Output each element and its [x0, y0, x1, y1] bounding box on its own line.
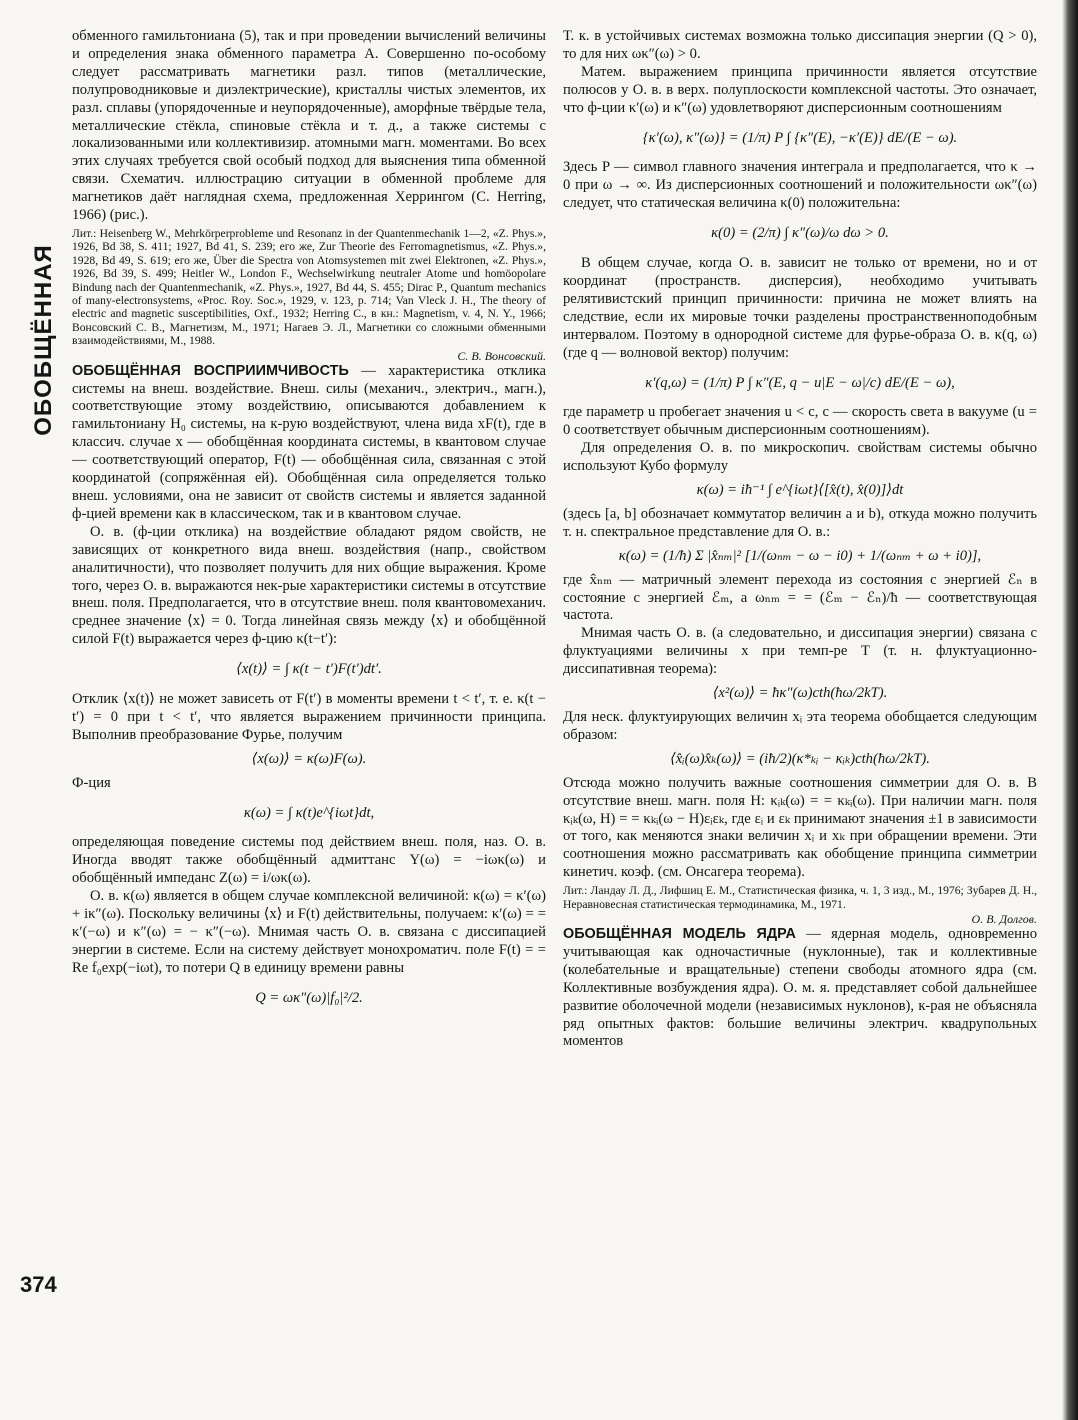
- formula: κ(ω) = iħ⁻¹ ∫ e^{iωt}⟨[x̂(t), x̂(0)]⟩dt: [696, 482, 904, 499]
- paragraph: Для неск. флуктуирующих величин xᵢ эта теорема обобщается следующим образом:: [563, 709, 1037, 743]
- entry-definition: — характеристика отклика системы на внеш. воздействие. Внеш. силы (механич., электрич., магн.), соответствующие этому воздействию, описываются добавлением к гамильтониану H₀ системы, на к-рую воздействуют, члена вида xF(t), где в классич. случае x — обобщённая координата системы, в квантовом случае — соответствующий оператор, F(t) — обобщённая сила, связанная с этой координатой (сопряжённая ей). Обобщённая сила определяется только внеш. условиями, она не зависит от свойств системы и является заданной ф-цией времени как в классическом, так и в квантовом случае.: [72, 362, 546, 522]
- author-signature: О. В. Долгов.: [971, 911, 1037, 926]
- paragraph: Ф-ция: [72, 774, 111, 791]
- right-column: [563, 28, 1037, 1316]
- bibliography: Лит.: Ландау Л. Д., Лифшиц Е. М., Статистическая физика, ч. 1, 3 изд., М., 1976; Зубарев Д. Н., Неравновесная статистическая термодинамика, М., 1971.: [563, 884, 1037, 911]
- paragraph: определяющая поведение системы под действием внеш. поля, наз. О. в. Иногда вводят также обобщённый адмиттанс Y(ω) = −iωκ(ω) и обобщённый импеданс Z(ω) = i/ωκ(ω).: [72, 834, 546, 887]
- entry-title: ОБОБЩЁННАЯ МОДЕЛЬ ЯДРА: [563, 925, 796, 942]
- paragraph: (здесь [a, b] обозначает коммутатор величин a и b), откуда можно получить т. н. спектральное представление для О. в.:: [563, 505, 1037, 540]
- formula: ⟨x̂ᵢ(ω)x̂ₖ(ω)⟩ = (iħ/2)(κ*ₖᵢ − κᵢₖ)cth(ħω/2kT).: [670, 750, 930, 767]
- entry-start: [563, 926, 1037, 1051]
- formula: ⟨x(t)⟩ = ∫ κ(t − t′)F(t′)dt′.: [236, 661, 382, 678]
- entry-title: ОБОБЩЁННАЯ ВОСПРИИМЧИВОСТЬ: [72, 362, 349, 379]
- paragraph: Отсюда можно получить важные соотношения симметрии для О. в. В отсутствие внеш. магн. поля H: κᵢₖ(ω) = = κₖᵢ(ω). При наличии магн. поля κᵢₖ(ω, H) = = κₖᵢ(ω − H)εᵢεₖ, где εᵢ и εₖ принимают значения ±1 в зависимости от того, как меняются знаки величин xᵢ и xₖ при обращении времени. Эти соотношения можно рассматривать как обобщение принципа симметрии кинетич. коэф. (см. Онсагера теорема).: [563, 774, 1037, 881]
- formula: {κ′(ω), κ″(ω)} = (1/π) P ∫ {κ″(E), −κ′(E)} dE/(E − ω).: [642, 129, 958, 146]
- paragraph: Мнимая часть О. в. (а следовательно, и диссипация энергии) связана с флуктуациями величины x при темп-ре T (т. н. флуктуационно-диссипативная теорема):: [563, 625, 1037, 678]
- paragraph: Матем. выражением принципа причинности является отсутствие полюсов у О. в. в верх. полуплоскости комплексной частоты. Это означает, что ф-ции κ′(ω) и κ″(ω) удовлетворяют дисперсионным соотношениям: [563, 63, 1037, 116]
- paragraph: О. в. (ф-ции отклика) на воздействие обладают рядом свойств, не зависящих от конкретного вида внеш. воздействия (напр., свойством аналитичности), что позволяет получить для них общие выражения. Кроме того, через О. в. выражаются нек-рые характеристики системы в отсутствие внеш. поля. Предполагается, что в отсутствие внеш. поля квантовомеханич. среднее значение ⟨x⟩ = 0. Тогда линейная связь между ⟨x⟩ и обобщённой силой F(t) выражается через ф-цию κ(t−t′):: [72, 523, 546, 648]
- paragraph: где параметр u пробегает значения u < c, c — скорость света в вакууме (u = 0 соответствует обычным дисперсионным соотношениям).: [563, 404, 1037, 439]
- entry-start: [72, 363, 546, 524]
- paragraph: Отклик ⟨x(t)⟩ не может зависеть от F(t′) в моменты времени t < t′, т. е. κ(t − t′) = 0 при t < t′, что является выражением причинности принципа. Выполнив преобразование Фурье, получим: [72, 691, 546, 743]
- author-signature: С. В. Вонсовский.: [457, 348, 546, 363]
- paragraph: где x̂ₙₘ — матричный элемент перехода из состояния с энергией ℰₙ в состояние с энергией ℰₘ, а ωₙₘ = = (ℰₘ − ℰₙ)/ħ — соответствующая частота.: [563, 571, 1037, 624]
- paragraph: Т. к. в устойчивых системах возможна только диссипация энергии (Q > 0), то для них ωκ″(ω) > 0.: [563, 28, 1037, 62]
- scan-edge: [1062, 0, 1078, 1420]
- formula: κ(ω) = (1/ħ) Σ |x̂ₙₘ|² [1/(ωₙₘ − ω − i0) + 1/(ωₙₘ + ω + i0)],: [618, 547, 982, 564]
- running-head: [24, 230, 64, 450]
- paragraph: В общем случае, когда О. в. зависит не только от времени, но и от координат (пространств. дисперсия), необходимо учитывать релятивистский принцип причинности: причина не может влиять на следствие, если их мировые точки разделены пространственноподобным интервалом. Поэтому в однородной системе для фурье-образа О. в. κ(q, ω) (где q — волновой вектор) получим:: [563, 255, 1037, 361]
- entry-definition: — ядерная модель, одновременно учитывающая как одночастичные (нуклонные), так и коллективные (колебательные и вращательные) степени свободы атомного ядра (см. Коллективные возбуждения ядра). О. м. я. представляет собой дальнейшее развитие оболочечной модели (независимых нуклонов), к-рая не объясняла ряд опытных фактов: большие величины электрич. квадрупольных моментов: [563, 925, 1037, 1050]
- running-head-text: ОБОБЩЁННАЯ: [30, 244, 57, 436]
- formula: κ′(q,ω) = (1/π) P ∫ κ″(E, q − u|E − ω|/c) dE/(E − ω),: [645, 374, 955, 391]
- paragraph: О. в. κ(ω) является в общем случае комплексной величиной: κ(ω) = κ′(ω) + iκ″(ω). Поскольку величины ⟨x⟩ и F(t) действительны, получаем: κ′(ω) = = κ′(−ω) и κ″(ω) = − κ″(−ω). Мнимая часть О. в. связана с диссипацией энергии в системе. Если на систему действует монохроматич. поле F(t) = = Re f₀exp(−iωt), то потери Q в единицу времени равны: [72, 888, 546, 976]
- bibliography: Лит.: Heisenberg W., Mehrkörperprobleme und Resonanz in der Quantenmechanik 1—2, «Z. Phys.», 1926, Bd 38, S. 411; 1927, Bd 41, S. 239; его же, Zur Theorie des Ferromagnetismus, «Z. Phys.», 1928, Bd 49, S. 619; его же, Über die Spectra von Atomsystemen mit zwei Elektronen, «Z. Phys.», 1926, Bd 39, S. 499; Heitler W., London F., Wechselwirkung neutraler Atome und homöopolare Bindung nach der Quantenmechanik, «Z. Phys.», 1927, Bd 44, S. 455; Dirac P., Quantum mechanics of many-electronsystems, «Proc. Roy. Soc.», 1929, v. 123, p. 714; Van Vleck J. H., The theory of electric and magnetic susceptibilities, Oxf., 1932; Herring C., в кн.: Magnetism, v. 4, N. Y., 1966; Вонсовский С. В., Магнетизм, М., 1971; Нагаев Э. Л., Магнетики со сложными обменными взаимодействиями, М., 1988.: [72, 226, 546, 348]
- page-number: 374: [20, 1272, 57, 1297]
- left-column: [72, 28, 546, 1316]
- paragraph: Здесь P — символ главного значения интеграла и предполагается, что κ → 0 при ω → ∞. Из дисперсионных соотношений и положительности ωκ″(ω) следует, что статическая величина κ(0) положительна:: [563, 159, 1037, 212]
- paragraph: Для определения О. в. по микроскопич. свойствам системы обычно используют Кубо формулу: [563, 440, 1037, 475]
- formula: ⟨x(ω)⟩ = κ(ω)F(ω).: [251, 750, 367, 767]
- formula: Q = ωκ″(ω)|f₀|²/2.: [255, 989, 363, 1006]
- formula: κ(0) = (2/π) ∫ κ″(ω)/ω dω > 0.: [711, 225, 889, 242]
- formula: ⟨x²(ω)⟩ = ħκ″(ω)cth(ħω/2kT).: [712, 685, 888, 702]
- formula: κ(ω) = ∫ κ(t)e^{iωt}dt,: [243, 804, 375, 821]
- paragraph: обменного гамильтониана (5), так и при проведении вычислений величины и определения знака обменного параметра A. Совершенно по-особому следует рассматривать магнетики разл. типов (металлические, полупроводниковые и диэлектрические), кристаллы чистых элементов, их разл. сплавы (упорядоченные и неупорядоченные), аморфные твёрдые тела, металлические стёкла, спиновые стёкла и т. д., а также системы с локализованными или коллективизир. атомными магн. моментами. Во всех этих случаях требуется свой особый подход для выяснения типа обменной связи. Схематич. иллюстрацию ситуации в обменной проблеме для магнетиков даёт наглядная схема, предложенная Херрингом (C. Herring, 1966) (рис.).: [72, 28, 546, 224]
